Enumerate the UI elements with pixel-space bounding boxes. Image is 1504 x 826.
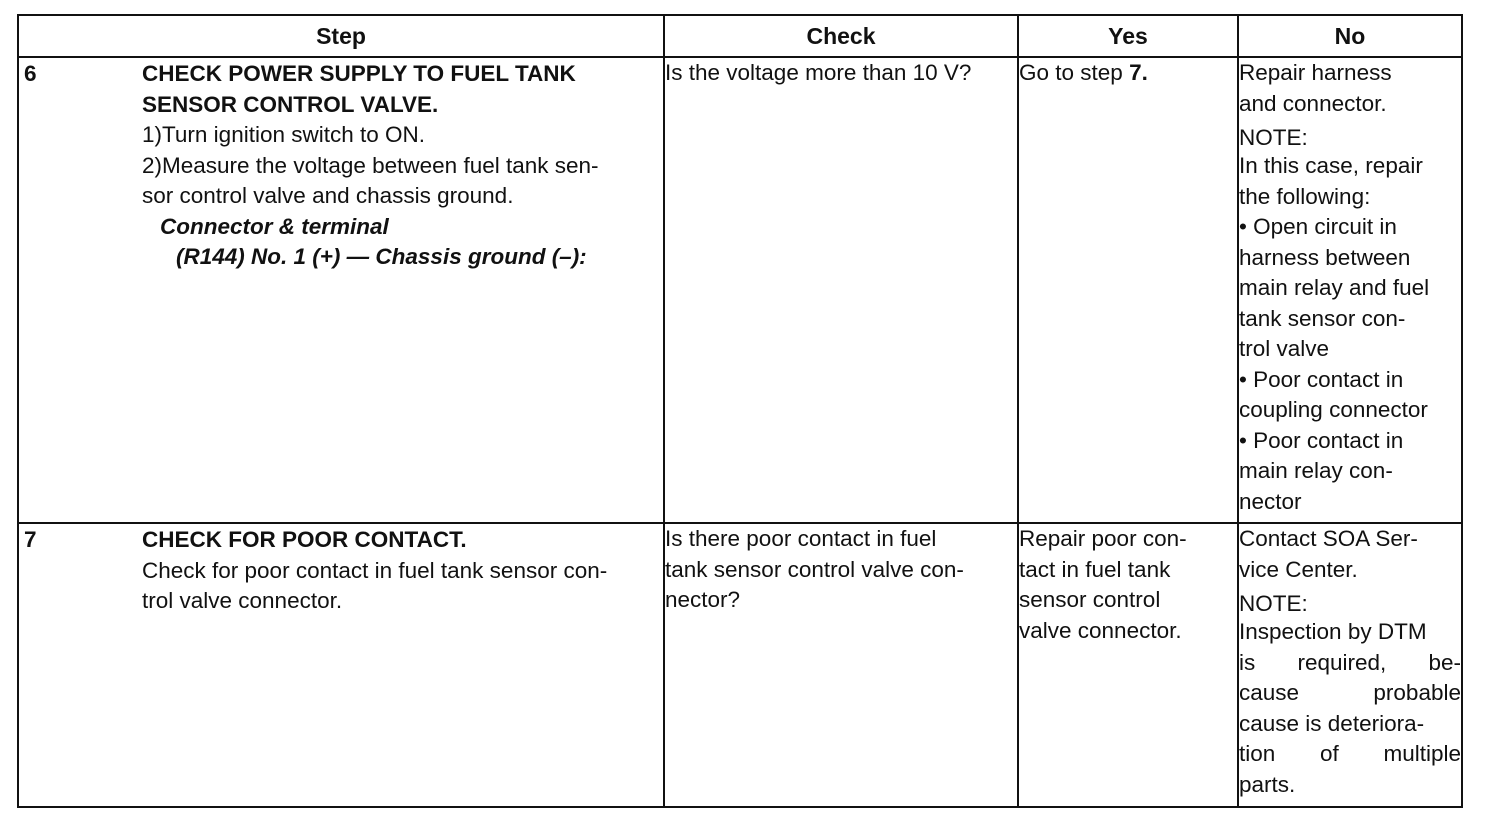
check-question-line: Is there poor contact in fuel [665,526,937,551]
yes-action-line: sensor control [1019,587,1161,612]
step-number: 6 [24,61,37,86]
check-question: Is the voltage more than 10 V? [665,60,972,85]
note-line: tion of multiple [1239,741,1461,766]
no-action-line: Contact SOA Ser- [1239,526,1418,551]
note-label: NOTE: [1239,125,1308,150]
table-row-step-7 [18,523,1462,807]
note-line: cause probable [1239,680,1461,705]
note-line: parts. [1239,771,1296,797]
note-line: trol valve [1239,336,1330,361]
note-line: tank sensor con- [1239,305,1406,331]
note-line: Inspection by DTM [1239,619,1427,644]
step-cell-7 [18,523,664,807]
note-line: main relay and fuel [1239,275,1430,300]
header-check: Check [664,15,1018,57]
step-instruction-line: trol valve connector. [142,588,343,613]
header-step: Step [18,15,664,57]
yes-action [1019,58,1237,89]
step-instruction-line: 1)Turn ignition switch to ON. [142,122,426,147]
yes-prefix: Go to step [1019,60,1130,85]
note-label: NOTE: [1239,591,1308,616]
check-cell-7 [664,523,1018,807]
note-line: main relay con- [1239,458,1393,483]
note-line: • Poor contact in [1239,366,1404,392]
step-instruction-line: sor control valve and chassis ground. [142,183,514,208]
note-line: the following: [1239,183,1371,209]
note-line: • Poor contact in [1239,427,1404,453]
check-cell-6 [664,57,1018,523]
table-header-row [18,15,1462,57]
spec-label: Connector & terminal [160,213,389,239]
yes-action-line: Repair poor con- [1019,526,1187,551]
yes-cell-6 [1018,57,1238,523]
note-line: In this case, repair [1239,153,1423,178]
step-number: 7 [24,527,37,552]
yes-action-line: valve connector. [1019,617,1182,643]
step-title-line: CHECK POWER SUPPLY TO FUEL TANK [142,61,576,86]
no-cell-7 [1238,523,1462,807]
diagnostic-procedure-table [17,14,1463,808]
step-cell-6 [18,57,664,523]
note-line: nector [1239,488,1302,514]
check-question-line: tank sensor control valve con- [665,556,964,582]
spec-value: (R144) No. 1 (+) — Chassis ground (–): [176,244,587,269]
note-line: cause is deteriora- [1239,710,1425,736]
yes-step-ref: 7. [1129,60,1148,85]
header-yes: Yes [1018,15,1238,57]
check-question-line: nector? [665,587,741,612]
step-instruction-line: Check for poor contact in fuel tank sensor con- [142,557,608,583]
step-instruction-line: 2)Measure the voltage between fuel tank sen- [142,152,599,178]
step-title-line: SENSOR CONTROL VALVE. [142,91,439,117]
step-title-line: CHECK FOR POOR CONTACT. [142,527,467,552]
yes-action-line: tact in fuel tank [1019,556,1171,582]
note-line: harness between [1239,244,1411,270]
no-action-line: Repair harness [1239,60,1392,85]
no-action-line: and connector. [1239,90,1387,116]
no-action-line: vice Center. [1239,556,1358,582]
note-line: • Open circuit in [1239,214,1397,239]
no-cell-6 [1238,57,1462,523]
yes-cell-7 [1018,523,1238,807]
table-row-step-6 [18,57,1462,523]
note-line: coupling connector [1239,397,1428,422]
header-no: No [1238,15,1462,57]
note-line: is required, be- [1239,649,1461,675]
